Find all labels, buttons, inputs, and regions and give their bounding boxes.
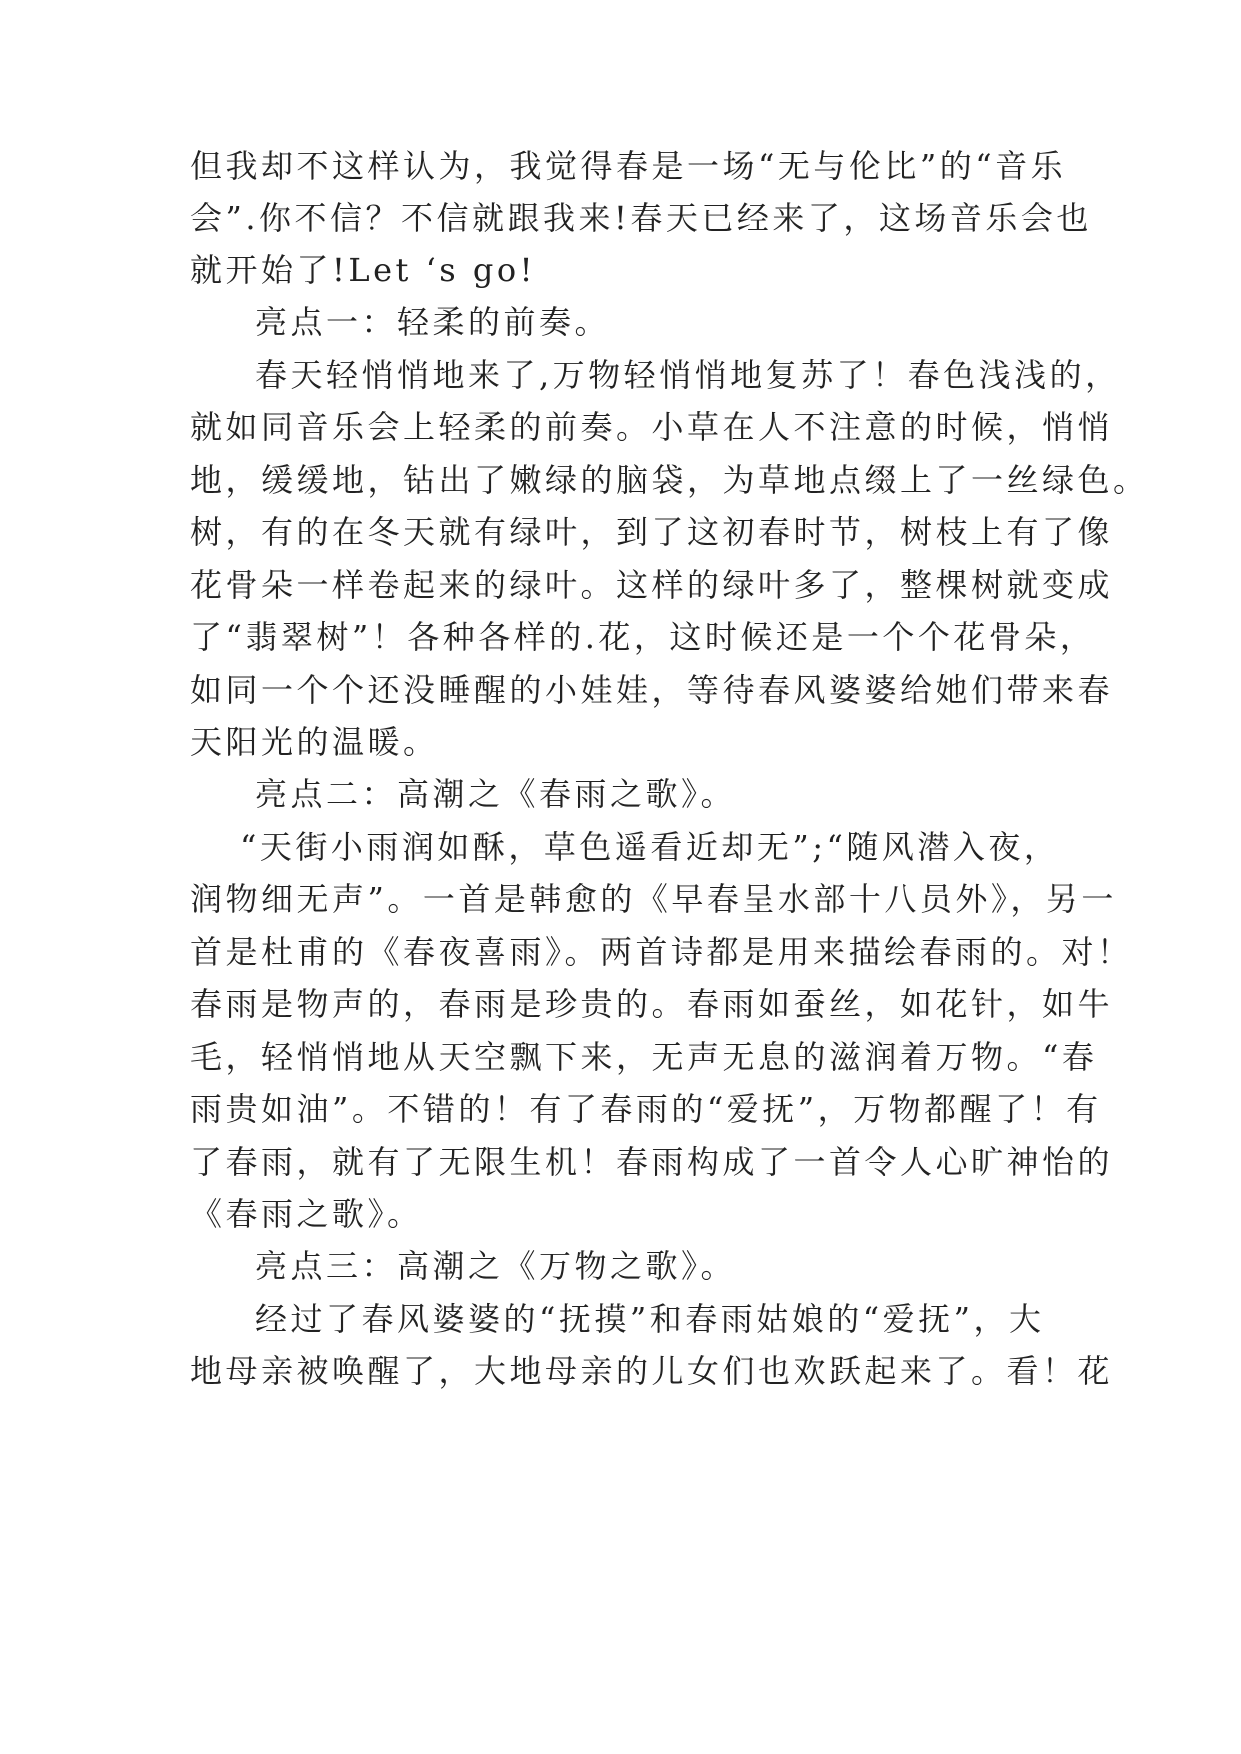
text-line: 了春雨，就有了无限生机！春雨构成了一首令人心旷神怡的 xyxy=(190,1143,1114,1181)
text-line: 了“翡翠树”！各种各样的.花，这时候还是一个个花骨朵， xyxy=(190,618,1096,656)
text-line: 树，有的在冬天就有绿叶，到了这初春时节，树枝上有了像 xyxy=(190,513,1114,551)
text-line: 雨贵如油”。不错的！有了春雨的“爱抚”，万物都醒了！有 xyxy=(190,1090,1102,1128)
text-line: 地，缓缓地，钻出了嫩绿的脑袋，为草地点缀上了一丝绿色。 xyxy=(190,461,1149,499)
text-line: 春天轻悄悄地来了,万物轻悄悄地复苏了！春色浅浅的， xyxy=(255,356,1121,394)
text-line: 如同一个个还没睡醒的小娃娃，等待春风婆婆给她们带来春 xyxy=(190,671,1114,709)
text-line: 但我却不这样认为，我觉得春是一场“无与伦比”的“音乐 xyxy=(190,147,1067,185)
text-line: 就开始了!Let ‘s go! xyxy=(190,251,536,289)
section-heading: 亮点二：高潮之《春雨之歌》。 xyxy=(255,775,737,813)
text-line: 花骨朵一样卷起来的绿叶。这样的绿叶多了，整棵树就变成 xyxy=(190,566,1114,604)
text-line: 首是杜甫的《春夜喜雨》。两首诗都是用来描绘春雨的。对！ xyxy=(190,933,1133,971)
text-line: 天阳光的温暖。 xyxy=(190,723,439,761)
text-line: 润物细无声”。一首是韩愈的《早春呈水部十八员外》，另一 xyxy=(190,880,1117,918)
text-line: 毛，轻悄悄地从天空飘下来，无声无息的滋润着万物。“春 xyxy=(190,1038,1098,1076)
text-line: 就如同音乐会上轻柔的前奏。小草在人不注意的时候，悄悄 xyxy=(190,408,1114,446)
text-line: “天街小雨润如酥，草色遥看近却无”;“随风潜入夜， xyxy=(240,828,1060,866)
text-line: 地母亲被唤醒了，大地母亲的儿女们也欢跃起来了。看！花 xyxy=(190,1352,1114,1390)
text-line: 《春雨之歌》。 xyxy=(190,1195,423,1233)
text-line: 春雨是物声的，春雨是珍贵的。春雨如蚕丝，如花针，如牛 xyxy=(190,985,1114,1023)
section-heading: 亮点一：轻柔的前奏。 xyxy=(255,303,611,341)
text-line: 会”.你不信？不信就跟我来!春天已经来了，这场音乐会也 xyxy=(190,199,1092,237)
section-heading: 亮点三：高潮之《万物之歌》。 xyxy=(255,1247,737,1285)
text-line: 经过了春风婆婆的“抚摸”和春雨姑娘的“爱抚”，大 xyxy=(255,1300,1045,1338)
